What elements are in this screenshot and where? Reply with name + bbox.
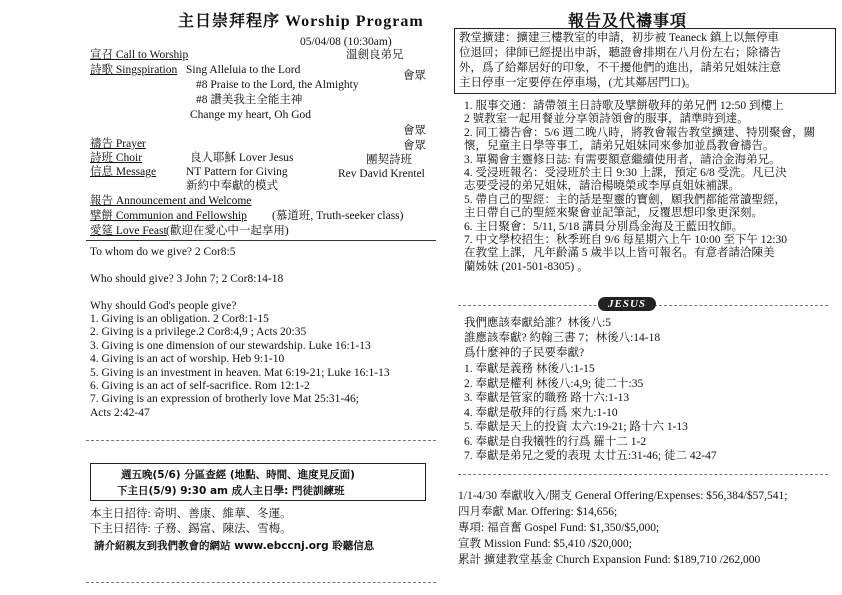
finance-report: [458, 488, 787, 568]
church-expansion-notice-box: [454, 28, 836, 94]
bible-study-notice: 週五晚(5/6) 分區查經 (地點、時間、進度見反面): [121, 469, 355, 481]
giving-reason-chinese: 4. 奉獻是敬拜的行爲 來九:1-10: [464, 406, 618, 419]
giving-reason: 4. Giving is an act of worship. Heb 9:1-10: [90, 353, 285, 366]
song-3: #8 讚美我主全能主神: [196, 94, 303, 106]
message-title-chinese: 新約中奉獻的模式: [186, 180, 278, 192]
giving-reason: 3. Giving is one dimension of our stewardship. Luke 16:1-13: [90, 339, 371, 352]
song-2: #8 Praise to the Lord, the Almighty: [196, 79, 359, 91]
finance-line: 宣教 Mission Fund: $5,410 /$20,000;: [458, 538, 632, 550]
giving-reason-chinese: 1. 奉獻是義務 林後八:1-15: [464, 363, 595, 375]
announcement-items: [464, 100, 815, 274]
bottom-dotted-line: [86, 582, 436, 583]
expansion-notice-line: 教堂擴建：擴建三樓教室的申請，初步被 Teaneck 鎮上以無停車: [459, 32, 779, 44]
program-label-announcement: 報告 Announcement and Welcome: [90, 195, 252, 207]
announcement-line: 志要受浸的弟兄姐妹，請洽楊曉榮或李厚貞姐妹補課。: [464, 180, 740, 193]
question-to-whom: To whom do we give? 2 Cor8:5: [90, 246, 236, 258]
ushers-next-sunday: 下主日招待: 子務、錫富、陳法、雪梅。: [90, 523, 292, 535]
question-chinese-why: 爲什麼神的子民要奉獻?: [464, 347, 585, 359]
program-label-message: 信息 Message: [90, 166, 157, 178]
program-person-response: 會眾: [403, 125, 426, 137]
choir-song: 良人耶穌 Lover Jesus: [190, 152, 294, 164]
program-person-singspiration: 會眾: [403, 70, 426, 82]
giving-reason-chinese: 5. 奉獻是天上的投資 太六:19-21; 路十六 1-13: [464, 421, 688, 433]
announcement-line: 5. 帶自己的聖經：主的話是聖靈的寶劍，願我們都能常讀聖經，: [464, 193, 786, 206]
announcement-line: 6. 主日聚會：5/11, 5/18 講員分別爲金海及王藍田牧師。: [464, 220, 744, 233]
right-column: [448, 0, 842, 595]
announcement-line: 在教堂上課，凡年齡滿 5 歲半以上皆可報名。有意者請洽陳美: [464, 247, 775, 260]
program-label-choir: 詩班 Choir: [90, 152, 143, 164]
question-chinese-to-whom: 我們應該奉獻給誰？林後八:5: [464, 317, 611, 329]
program-person-message: Rev David Krentel: [338, 168, 425, 180]
ushers-this-sunday: 本主日招待: 奇明、善康、維華、冬運。: [90, 508, 292, 520]
upcoming-events-box: [90, 463, 426, 501]
giving-reason: 6. Giving is an act of self-sacrifice. Rom 12:1-2: [90, 380, 310, 393]
program-label-prayer: 禱告 Prayer: [90, 138, 146, 150]
giving-reason: Acts 2:42-47: [90, 406, 150, 419]
giving-reason-chinese: 2. 奉獻是權利 林後八:4,9; 徒二十:35: [464, 377, 644, 390]
expansion-notice-line: 外，爲了給鄰居好的印象，不干擾他們的進出，請弟兄姐妹注意: [459, 62, 781, 74]
service-date: 05/04/08 (10:30am): [300, 36, 392, 48]
announcement-line: 2. 同工禱告會：5/6 週二晚八時，將教會報告教堂擴建、特別聚會，關: [464, 126, 816, 139]
website-footer: 請介紹親友到我們教會的網站 www.ebccnj.org 聆聽信息: [94, 540, 375, 552]
program-label-singspiration: 詩歌 Singspiration: [90, 64, 178, 76]
giving-reasons-list: [90, 313, 390, 420]
announcement-line: 4. 受浸班報名：受浸班於主日 9:30 上課，預定 6/8 受洗。凡已決: [464, 167, 787, 180]
expansion-notice-line: 主日停車一定要停在停車場，(尤其鄰居門口)。: [459, 77, 697, 89]
song-4: Change my heart, Oh God: [190, 109, 312, 121]
giving-reason-chinese: 6. 奉獻是自我犧牲的行爲 羅十二 1-2: [464, 435, 647, 448]
giving-reason: 7. Giving is an expression of brotherly love Mat 25:31-46;: [90, 393, 359, 406]
finance-line: 四月奉獻 Mar. Offering: $14,656;: [458, 506, 618, 518]
song-1: Sing Alleluia to the Lord: [186, 64, 301, 76]
program-person-call: 溫劍良弟兄: [346, 49, 404, 61]
announcement-line: 3. 單獨會主靈修日誌: 有需要額意繼續使用者，請洽金海弟兄。: [464, 153, 781, 166]
finance-divider: [458, 474, 828, 475]
announcement-line: 主日帶自己的聖經來聚會並記筆記，反覆思想印象更深刻。: [464, 207, 763, 220]
finance-line: 專項: 福音奮 Gospel Fund: $1,350/$5,000;: [458, 522, 660, 534]
question-chinese-who: 誰應該奉獻? 約翰三書 7；林後八:14-18: [464, 332, 661, 344]
question-why-give: Why should God's people give?: [90, 300, 237, 312]
program-label-communion: 擘餅 Communion and Fellowship: [90, 210, 247, 222]
giving-reason: 2. Giving is a privilege.2 Cor8:4,9 ; Acts 20:35: [90, 326, 307, 339]
giving-reason: 5. Giving is an investment in heaven. Mat 6:19-21; Luke 16:1-13: [90, 366, 390, 379]
announcement-line: 1. 服事交通：請帶領主日詩歌及擘餅敬拜的弟兄們 12:50 到樓上: [464, 100, 784, 112]
message-title: NT Pattern for Giving: [186, 166, 288, 178]
jesus-badge: JESUS: [598, 297, 656, 311]
announcement-line: 蘭姊妹 (201-501-8305) 。: [464, 260, 589, 273]
expansion-notice-line: 位退回；律師已經提出申訴，聽證會排期在八月份左右；除禱告: [459, 47, 781, 59]
program-person-prayer: 會眾: [403, 140, 426, 152]
giving-reason-chinese: 7. 奉獻是弟兄之愛的表現 太廿五:31-46; 徒二 42-47: [464, 450, 717, 462]
question-who-should-give: Who should give? 3 John 7; 2 Cor8:14-18: [90, 273, 284, 285]
worship-program-title: 主日崇拜程序 Worship Program: [178, 13, 424, 30]
announcement-line: 7. 中文學校招生：秋季班自 9/6 每星期六上午 10:00 至下午 12:30: [464, 234, 787, 247]
announcements-title: 報告及代禱事項: [568, 13, 688, 30]
sunday-school-notice: 下主日(5/9) 9:30 am 成人主日學: 門徒訓練班: [117, 485, 345, 497]
giving-reasons-chinese-list: [464, 362, 717, 464]
program-label-call: 宣召 Call to Worship: [90, 49, 189, 61]
finance-line: 累計 擴建教堂基金 Church Expansion Fund: $189,710 /262,000: [458, 554, 761, 566]
announcement-line: 懷，兒童主日學等事工，請弟兄姐妹同來參加並爲教會禱告。: [464, 140, 775, 153]
program-label-love-feast: 愛筵 Love Feast: [90, 225, 167, 237]
dotted-divider: [86, 440, 436, 441]
communion-note: (慕道班, Truth-seeker class): [272, 210, 404, 222]
giving-reason-chinese: 3. 奉獻是管家的職務 路十六:1-13: [464, 392, 630, 404]
giving-reason: 1. Giving is an obligation. 2 Cor8:1-15: [90, 313, 269, 325]
program-person-choir: 團契詩班: [366, 154, 412, 166]
love-feast-note: (歡迎在愛心中一起享用): [166, 225, 289, 237]
program-divider: [86, 240, 436, 241]
finance-line: 1/1-4/30 奉獻收入/開支 General Offering/Expenses: $56,384/$57,541;: [458, 490, 788, 502]
announcement-line: 2 號教室一起用餐並分享領詩領會的服事，請準時到達。: [464, 113, 749, 126]
